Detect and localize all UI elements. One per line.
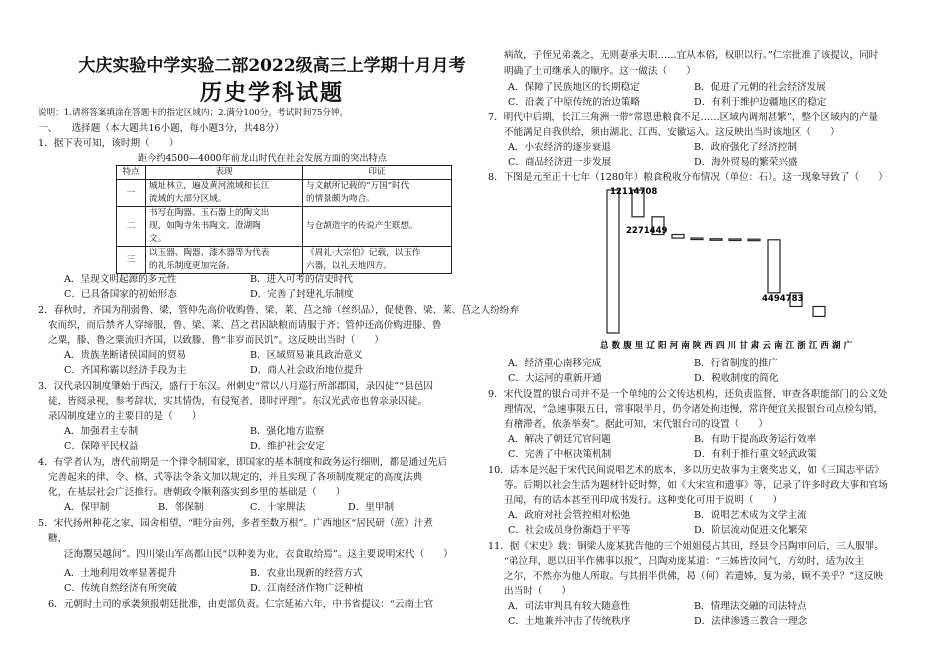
q1-table-caption: 距今约4500—4000年前龙山时代在社会发展方面的突出特点 <box>138 153 387 164</box>
q9-line: 有稽滞者，依条举奏”。据此可知，宋代银台司的设置（ ） <box>504 419 768 430</box>
chart-data-label: 12114708 <box>610 187 658 197</box>
option-a: A．经济重心南移完成 <box>508 358 602 369</box>
q1-stem: 1．据下表可知，该时期（ ） <box>38 138 179 149</box>
option-b: B．区域贸易兼具政治意义 <box>250 350 363 361</box>
table-cell <box>303 180 452 207</box>
table-header: 特点 <box>117 166 146 180</box>
q11-line: 11．据《宋史》载：铜梁人庞某犹告他的三个姐姐侵占其田，经县令吕陶审问后，三人服罪。 <box>488 541 884 552</box>
option-d: D．税收制度的简化 <box>694 373 779 384</box>
table-cell: 三 <box>117 247 146 274</box>
table-row <box>117 247 452 274</box>
exam-title: 大庆实验中学实验二部2022级高三上学期十月月考 <box>78 56 466 76</box>
cell-line: 的礼乐制度更加完备。 <box>149 261 235 271</box>
cell-line: 流域的大部分区域。 <box>149 194 227 204</box>
q10-line: 丑闻，有的话本甚至刊印成书发行。这种变化可用于说明（ ） <box>504 495 783 506</box>
chart-category-label: 浙 <box>797 341 806 351</box>
table-header: 表现 <box>146 166 303 180</box>
chart-data-label: 4494783 <box>762 294 804 304</box>
cell-line: 六器，以礼天地四方。 <box>306 261 392 271</box>
option-b: B．情理法交融的司法特点 <box>694 601 807 612</box>
chart-category-label: 肃 <box>750 341 760 351</box>
q2-line: 2．春秋时，齐国为削弱鲁、梁，管仲先高价收购鲁、梁、莱、莒之缔（丝织品），促使鲁、梁、莱、莒之人纷纷弃 <box>38 305 519 316</box>
option-b: B．强化地方监察 <box>250 426 325 437</box>
chart-category-label: 四 <box>716 341 725 351</box>
chart-bar <box>729 239 741 241</box>
option-d: D．法律渗透三教合一理念 <box>694 616 808 627</box>
q5-line: 5．宋代扬州种花之家，园舍相望，“畦分亩列，多者至数万根”。广西地区“居民研（蔗）汁煮 <box>38 518 433 529</box>
chart-category-label: 数 <box>611 341 621 351</box>
q8-stem: 8．下图是元至正十七年（1280年）粮食税收分布情况（单位：石）。这一现象导致了（ ） <box>488 172 888 183</box>
cell-line: 与文献所记载的“万国”时代 <box>306 181 410 191</box>
option-a: A．呈现文明起源的多元性 <box>64 274 177 285</box>
option-a: A．司法审判具有较大随意性 <box>508 601 631 612</box>
q7-line: 不能满足自我供给，须由湖北、江西、安徽运入。这反映出当时该地区（ ） <box>504 127 840 138</box>
chart-category-label: 江 <box>808 341 818 351</box>
option-d: D．有利于推行重文轻武政策 <box>694 449 817 460</box>
option-d: D．商人社会政治地位提升 <box>250 365 364 376</box>
chart-category-label: 西 <box>704 341 713 351</box>
cell-line: 以玉器、陶器、漆木器等为代表 <box>149 248 270 258</box>
option-b: B．促进了元朝的社会经济发展 <box>694 82 826 93</box>
option-b: B．政府强化了经济控制 <box>694 142 797 153</box>
chart-category-label: 广 <box>843 341 852 351</box>
option-c: C．社会成员身份渐趋于平等 <box>508 525 631 536</box>
cell-line: 《周礼·大宗伯》记载，以玉作 <box>306 248 421 258</box>
option-d: D．海外贸易的繁荣兴盛 <box>694 157 798 168</box>
option-a: A．贵族垄断诸侯国间的贸易 <box>64 350 187 361</box>
option-c: C．完善了中枢决策机制 <box>508 449 612 460</box>
grain-tax-waterfall-chart <box>592 185 852 355</box>
chart-bar <box>607 190 619 333</box>
option-b: B．农业出现新的经营方式 <box>250 568 363 579</box>
q6-line: 明确了土司继承人的顺序。这一做法（ ） <box>504 66 696 77</box>
chart-category-label: 河 <box>669 341 679 351</box>
q11-line: 之尔，不然亦为他人所取。与其捐半供佛，曷（何）若遗姊，复为弟，顾不美乎？”这反映 <box>504 571 884 582</box>
option-c: C．沿袭了中原传统的治边策略 <box>508 97 641 108</box>
option-b: B．邻保制 <box>158 502 204 513</box>
option-d: D．维护社会安定 <box>250 441 325 452</box>
chart-category-label: 川 <box>727 341 737 351</box>
option-a: A．保甲制 <box>64 502 110 513</box>
option-a: A．小农经济的逐步衰退 <box>508 142 611 153</box>
chart-category-label: 江 <box>785 341 795 351</box>
table-cell: 二 <box>117 207 146 247</box>
q5-line: 糖， <box>48 533 68 544</box>
cell-line: 的情景颇为吻合。 <box>306 194 375 204</box>
exam-subtitle: 历史学科试题 <box>199 80 344 106</box>
chart-category-label: 总 <box>600 341 609 351</box>
q11-line: 出当时（ ） <box>504 586 572 597</box>
table-cell <box>146 180 303 207</box>
q10-line: 等。后期以社会生活为题材针砭时弊，如《大宋宣和遗事》等，记录了许多时政大事和官场 <box>504 480 888 491</box>
chart-category-label: 辽 <box>646 341 655 351</box>
table-cell <box>303 207 452 247</box>
option-c: C．已具备国家的初始形态 <box>64 289 177 300</box>
option-c: C．保障平民权益 <box>64 441 139 452</box>
chart-bar <box>710 239 722 241</box>
chart-category-label: 里 <box>634 341 644 351</box>
option-b: B．行省制度的推广 <box>694 358 778 369</box>
q5-line: 泛海鬻吴越间”。四川梁山军高都山民“以种姜为业，衣食取给焉”。这主要说明宋代（ ） <box>64 549 453 560</box>
table-cell <box>146 247 303 274</box>
option-d: D．阶层流动促进文化繁荣 <box>694 525 808 536</box>
chart-category-label: 陕 <box>692 341 702 351</box>
option-a: A．加强君主专制 <box>64 426 139 437</box>
option-c: C．传统自然经济有所突破 <box>64 583 177 594</box>
table-row <box>117 180 452 207</box>
chart-bar <box>672 235 684 239</box>
option-d: D．江南经济作物广泛种植 <box>250 583 364 594</box>
option-a: A．保障了民族地区的长期稳定 <box>508 82 640 93</box>
option-c: C．十家牌法 <box>250 502 306 513</box>
cell-line: 现，如陶寺朱书陶文、澄湖陶 <box>149 221 261 231</box>
q3-line: 徒，皆阅录视，参考辞状，实其情伪，有侵冤者，即时评理”。东汉光武帝也曾亲录囚徒。 <box>48 396 428 407</box>
option-c: C．土地兼并冲击了传统秩序 <box>508 616 631 627</box>
option-d: D．完善了封建礼乐制度 <box>250 289 354 300</box>
table-header-row <box>117 166 452 180</box>
q9-line: 9．宋代设置的银台司并不是一个单纯的公文传达机构，还负责监督、审查各职能部门的公文处 <box>488 389 888 400</box>
table-cell <box>146 207 303 247</box>
table-cell: 一 <box>117 180 146 207</box>
q2-line: 之粟，滕、鲁之粟流归齐国，以致滕、鲁“非岁而民饥”。这反映出当时（ ） <box>48 335 384 346</box>
q4-line: 完善起来的律、令、格、式等法令条文加以规定的，并且实现了各项制度规定的高度法典 <box>48 472 423 483</box>
table-row <box>117 207 452 247</box>
chart-bar <box>813 306 825 316</box>
cell-line: 城址林立，遍及黄河流域和长江 <box>149 181 270 191</box>
table-header: 印证 <box>303 166 452 180</box>
option-b: B．有助于提高政务运行效率 <box>694 434 817 445</box>
chart-bar <box>691 238 703 240</box>
chart-category-label: 云 <box>762 341 771 351</box>
chart-category-label: 湖 <box>832 341 841 351</box>
chart-category-label: 阳 <box>658 341 667 351</box>
chart-data-label: 2271449 <box>626 226 668 236</box>
q4-line: 化，在基层社会广泛推行。唐朝政令顺利落实到乡里的基础是（ ） <box>48 487 346 498</box>
cell-line: 书写在陶器、玉石器上的陶文出 <box>149 208 270 218</box>
chart-category-label: 南 <box>681 341 690 351</box>
option-c: C．大运河的重新开通 <box>508 373 602 384</box>
chart-category-label: 腹 <box>623 341 632 351</box>
q2-line: 农而织，而后禁齐人穿缔服，鲁、梁、莱、莒之君因缺粮而请服于齐；管仲还高价购进滕、鲁 <box>48 320 442 331</box>
q6-line: 病故，子侄兄弟袭之，无则妻承夫职……宜从本俗，权职以行。”仁宗批准了该提议，同时 <box>504 50 879 61</box>
exam-note: 说明：1.请将答案填涂在答题卡的指定区域内；2.满分100分，考试时间75分钟。 <box>38 108 349 118</box>
option-b: B．进入可考的信史时代 <box>250 274 353 285</box>
chart-bar <box>768 240 780 293</box>
chart-category-label: 南 <box>774 341 783 351</box>
left-column <box>38 0 519 671</box>
option-b: B．说唱艺术成为文学主流 <box>694 510 807 521</box>
q3-line: 录囚制度建立的主要目的是（ ） <box>48 411 202 422</box>
chart-bar <box>748 239 760 241</box>
option-c: C．齐国称霸以经济手段为主 <box>64 365 187 376</box>
cell-line: 与仓颉造字的传说产生联想。 <box>306 221 418 231</box>
section-heading: 一、 选择题（本大题共16小题，每小题3分，共48分） <box>38 123 285 134</box>
option-d: D．有利于维护边疆地区的稳定 <box>694 97 827 108</box>
q10-line: 10．话本是兴起于宋代民间说唱艺术的底本，多以历史故事为主褒奖忠义，如《三国志平话》 <box>488 465 884 476</box>
q1-table <box>116 165 452 274</box>
option-a: A．解决了朝廷冗官问题 <box>508 434 611 445</box>
chart-category-label: 西 <box>820 341 829 351</box>
q4-line: 4．有学者认为，唐代前期是一个律令制国家，即国家的基本制度和政务运行细则，都是通过先后 <box>38 457 448 468</box>
q11-line: “弟泣拜，愿以田半作佛事以报”，吕陶劝庞某道：“三姊皆汝同气，方幼时，适为汝主 <box>504 556 865 567</box>
chart-category-label: 甘 <box>739 341 748 351</box>
q9-line: 理情况，“急速事限五日，常事限半月，仍令诸处拘违慢，常许便宜关报银台司点检勾销， <box>504 404 884 415</box>
table-cell <box>303 247 452 274</box>
q7-line: 7．明代中后期，长江三角洲一带“常恩患粮食不足……区域内调剂甚繁”，整个区域内的产量 <box>488 112 879 123</box>
option-a: A．政府对社会管控相对松弛 <box>508 510 631 521</box>
option-c: C．商品经济进一步发展 <box>508 157 612 168</box>
cell-line: 文。 <box>149 234 167 244</box>
option-d: D．里甲制 <box>348 502 395 513</box>
q6-line: 6．元朝时土司的承袭须报朝廷批准，由吏部负责。仁宗延祐六年，中书省提议：“云南土官 <box>48 599 434 610</box>
option-a: A．土地利用效率显著提升 <box>64 568 177 579</box>
q3-line: 3．汉代录囚制度肇始于西汉，盛行于东汉。州刺史“常以八月巡行所部郡国，录囚徒”“县邑囚 <box>38 381 433 392</box>
